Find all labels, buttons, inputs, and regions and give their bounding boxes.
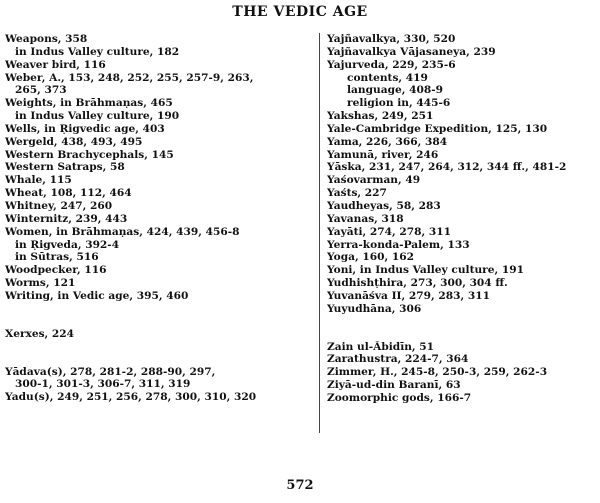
index-entry: Yaśovarman, 49 [327, 174, 421, 187]
index-entry: Yādava(s), 278, 281-2, 288-90, 297, [5, 365, 216, 378]
index-entry: Yoga, 160, 162 [327, 251, 414, 264]
index-entry: Worms, 121 [5, 277, 76, 290]
index-entry: Yudhishṭhira, 273, 300, 304 ff. [327, 277, 508, 290]
index-entry: Yoni, in Indus Valley culture, 191 [327, 264, 524, 277]
index-entry: Yayāti, 274, 278, 311 [327, 225, 452, 238]
index-entry: Woodpecker, 116 [5, 264, 107, 277]
index-entry: Yuyudhāna, 306 [327, 302, 422, 315]
index-entry: Wheat, 108, 112, 464 [5, 187, 132, 200]
index-subentry: language, 408-9 [347, 84, 443, 97]
index-entry: Zain ul-Ābidīn, 51 [327, 340, 435, 353]
page-number: 572 [286, 478, 314, 493]
index-subentry: religion in, 445-6 [347, 97, 451, 110]
index-entry: Writing, in Vedic age, 395, 460 [5, 289, 189, 302]
index-entry: Winternitz, 239, 443 [5, 212, 128, 225]
index-entry: Yajñavalkya, 330, 520 [327, 33, 456, 45]
index-column-left [5, 33, 290, 404]
index-entry: Yama, 226, 366, 384 [327, 135, 448, 148]
index-subentry: 300-1, 301-3, 306-7, 311, 319 [15, 378, 191, 391]
index-entry: Yale-Cambridge Expedition, 125, 130 [327, 122, 548, 135]
index-entry: Whale, 115 [5, 174, 72, 187]
index-entry: Yavanas, 318 [327, 212, 404, 225]
index-entry: Wells, in Ṛigvedic age, 403 [5, 122, 165, 135]
section-gap [5, 303, 290, 328]
index-entry: Zimmer, H., 245-8, 250-3, 259, 262-3 [327, 366, 548, 379]
index-entry: Weights, in Brāhmaṇas, 465 [5, 97, 173, 110]
index-entry: Yaśts, 227 [327, 187, 387, 200]
index-entry: Yajñavalkya Vājasaneya, 239 [327, 45, 496, 58]
index-entry: Yamunā, river, 246 [327, 148, 439, 161]
section-gap [5, 341, 290, 366]
index-subentry: in Indus Valley culture, 182 [15, 45, 180, 58]
index-entry: Zarathustra, 224-7, 364 [327, 353, 469, 366]
index-entry: Weber, A., 153, 248, 252, 255, 257-9, 263, [5, 71, 254, 84]
page-header: THE VEDIC AGE [232, 4, 368, 20]
index-entry: Weaver bird, 116 [5, 58, 106, 71]
index-entry: Western Satraps, 58 [5, 161, 125, 174]
index-entry: Yerra-konda-Palem, 133 [327, 238, 470, 251]
section-gap [327, 316, 597, 341]
index-entry: Weapons, 358 [5, 33, 88, 45]
index-entry: Women, in Brāhmaṇas, 424, 439, 456-8 [5, 225, 240, 238]
index-entry: Yāska, 231, 247, 264, 312, 344 ff., 481-2 [327, 161, 567, 174]
index-entry: Zoomorphic gods, 166-7 [327, 391, 472, 404]
index-subentry: in Ṛigveda, 392-4 [15, 238, 120, 251]
column-divider [319, 33, 320, 433]
index-entry: Yakshas, 249, 251 [327, 110, 434, 123]
index-entry: Whitney, 247, 260 [5, 199, 113, 212]
index-entry: Ziyā-ud-din Baranī, 63 [327, 379, 461, 392]
index-entry: Yadu(s), 249, 251, 256, 278, 300, 310, 320 [5, 391, 257, 404]
index-entry: Yaudheyas, 58, 283 [327, 199, 441, 212]
index-column-right [327, 33, 597, 405]
index-entry: Western Brachycephals, 145 [5, 148, 174, 161]
index-subentry: in Indus Valley culture, 190 [15, 110, 180, 123]
index-entry: Xerxes, 224 [5, 327, 75, 340]
index-entry: Yuvanāśva II, 279, 283, 311 [327, 289, 490, 302]
index-entry: Yajurveda, 229, 235-6 [327, 58, 456, 71]
index-subentry: 265, 373 [15, 84, 67, 97]
index-subentry: in Sūtras, 516 [15, 251, 99, 264]
index-subentry: contents, 419 [347, 71, 428, 84]
index-entry: Wergeld, 438, 493, 495 [5, 135, 143, 148]
